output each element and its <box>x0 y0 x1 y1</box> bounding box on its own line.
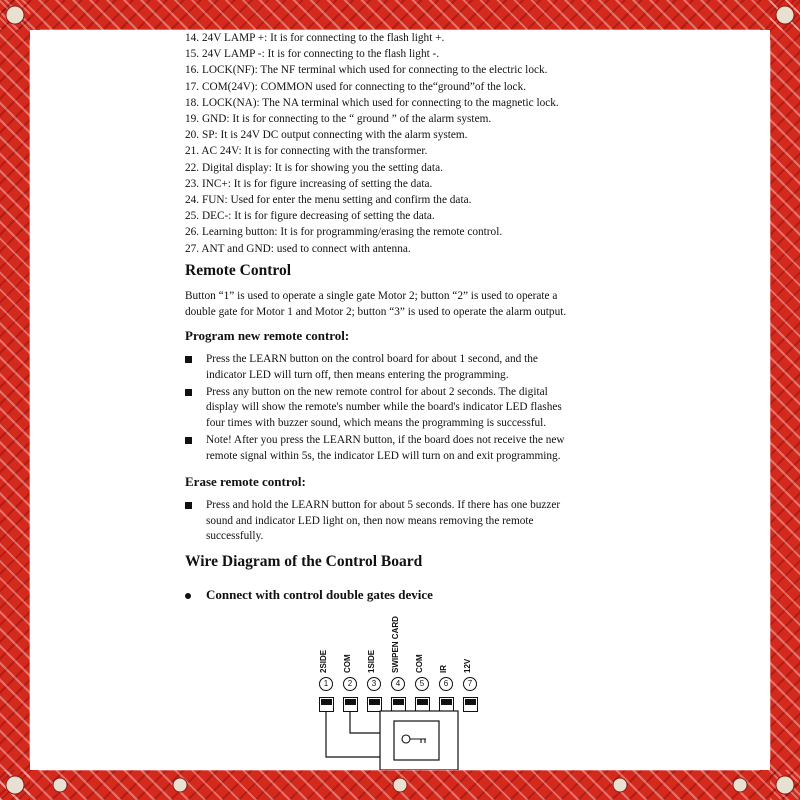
terminal-label: 1SIDE <box>367 649 376 673</box>
wire-diagram-heading: Wire Diagram of the Control Board <box>185 553 423 570</box>
key-switch-icon <box>394 721 439 760</box>
terminal-number: 6 <box>439 677 453 691</box>
border-bottom <box>0 770 800 800</box>
remote-control-para-line2: double gate for Motor 1 and Motor 2; button “3” is used to operate the alarm output. <box>185 306 567 318</box>
bullet-text-line: successfully. <box>206 530 264 543</box>
terminal-list-item: 26. Learning button: It is for programming/erasing the remote control. <box>185 226 503 239</box>
terminal-list-item: 23. INC+: It is for figure increasing of setting the data. <box>185 177 433 190</box>
terminal-list-item: 19. GND: It is for connecting to the “ ground ” of the alarm system. <box>185 113 492 125</box>
terminal-number: 2 <box>343 677 357 691</box>
border-top <box>0 0 800 30</box>
border-right <box>770 0 800 800</box>
bullet-text-line: Press and hold the LEARN button for about 5 seconds. If there has one buzzer <box>206 499 561 511</box>
terminal-list-item: 20. SP: It is 24V DC output connecting with the alarm system. <box>185 129 468 142</box>
border-left <box>0 0 30 800</box>
terminal-number: 4 <box>391 677 405 691</box>
terminal-number: 7 <box>463 677 477 691</box>
terminal-label: SWIPEN CARD <box>391 616 400 673</box>
terminal-list-item: 17. COM(24V): COMMON used for connecting to the“ground”of the lock. <box>185 80 527 93</box>
remote-control-heading: Remote Control <box>185 262 292 279</box>
terminal-list-item: 25. DEC-: It is for figure decreasing of setting the data. <box>185 210 435 223</box>
terminal-number: 5 <box>415 677 429 691</box>
terminal-list-item: 15. 24V LAMP -: It is for connecting to the flash light -. <box>185 48 440 61</box>
bullet-text-line: four times with buzzer sound, which means the programming is successful. <box>206 416 547 429</box>
bullet-text-line: Press any button on the new remote control for about 2 seconds. The digital <box>206 385 548 398</box>
terminal-label: 2SIDE <box>319 649 328 673</box>
terminal-list-item: 16. LOCK(NF): The NF terminal which used for connecting to the electric lock. <box>185 64 548 77</box>
bullet-square <box>185 356 192 363</box>
terminal-list-item: 14. 24V LAMP +: It is for connecting to the flash light +. <box>185 32 445 44</box>
terminal-list-item: 24. FUN: Used for enter the menu setting and confirm the data. <box>185 194 472 206</box>
terminal-label: IR <box>439 665 448 673</box>
wiring-lines <box>305 615 480 770</box>
erase-heading: Erase remote control: <box>185 474 306 489</box>
terminal-list-item: 18. LOCK(NA): The NA terminal which used for connecting to the magnetic lock. <box>185 96 559 109</box>
bullet-dot <box>185 593 191 599</box>
terminal-list-item: 27. ANT and GND: used to connect with antenna. <box>185 242 411 255</box>
bullet-text-line: indicator LED will turn off, then means entering the programming. <box>206 368 509 381</box>
terminal-number: 3 <box>367 677 381 691</box>
bullet-text-line: remote signal within 5s, the indicator LED will turn on and exit programming. <box>206 449 561 462</box>
program-new-heading: Program new remote control: <box>185 328 350 343</box>
remote-control-para-line1: Button “1” is used to operate a single gate Motor 2; button “2” is used to operate a <box>185 290 558 302</box>
terminal-list-item: 22. Digital display: It is for showing you the setting data. <box>185 161 443 174</box>
wire-diagram <box>305 615 480 770</box>
terminal-label: 12V <box>463 658 472 673</box>
document-content <box>185 30 625 770</box>
terminal-label: COM <box>415 654 424 673</box>
bullet-text-line: display will show the remote's number while the board's indicator LED flashes <box>206 401 562 414</box>
bullet-text-line: Note! After you press the LEARN button, if the board does not receive the new <box>206 434 565 446</box>
bullet-square <box>185 437 192 444</box>
terminal-list-item: 21. AC 24V: It is for connecting with the transformer. <box>185 145 428 158</box>
terminal-label: COM <box>343 654 352 673</box>
bullet-square <box>185 389 192 396</box>
wire-diagram-subheading: Connect with control double gates device <box>206 587 433 602</box>
bullet-text-line: Press the LEARN button on the control board for about 1 second, and the <box>206 353 538 365</box>
terminal-number: 1 <box>319 677 333 691</box>
bullet-square <box>185 502 192 509</box>
bullet-text-line: sound and indicator LED light on, then now means removing the remote <box>206 514 534 527</box>
